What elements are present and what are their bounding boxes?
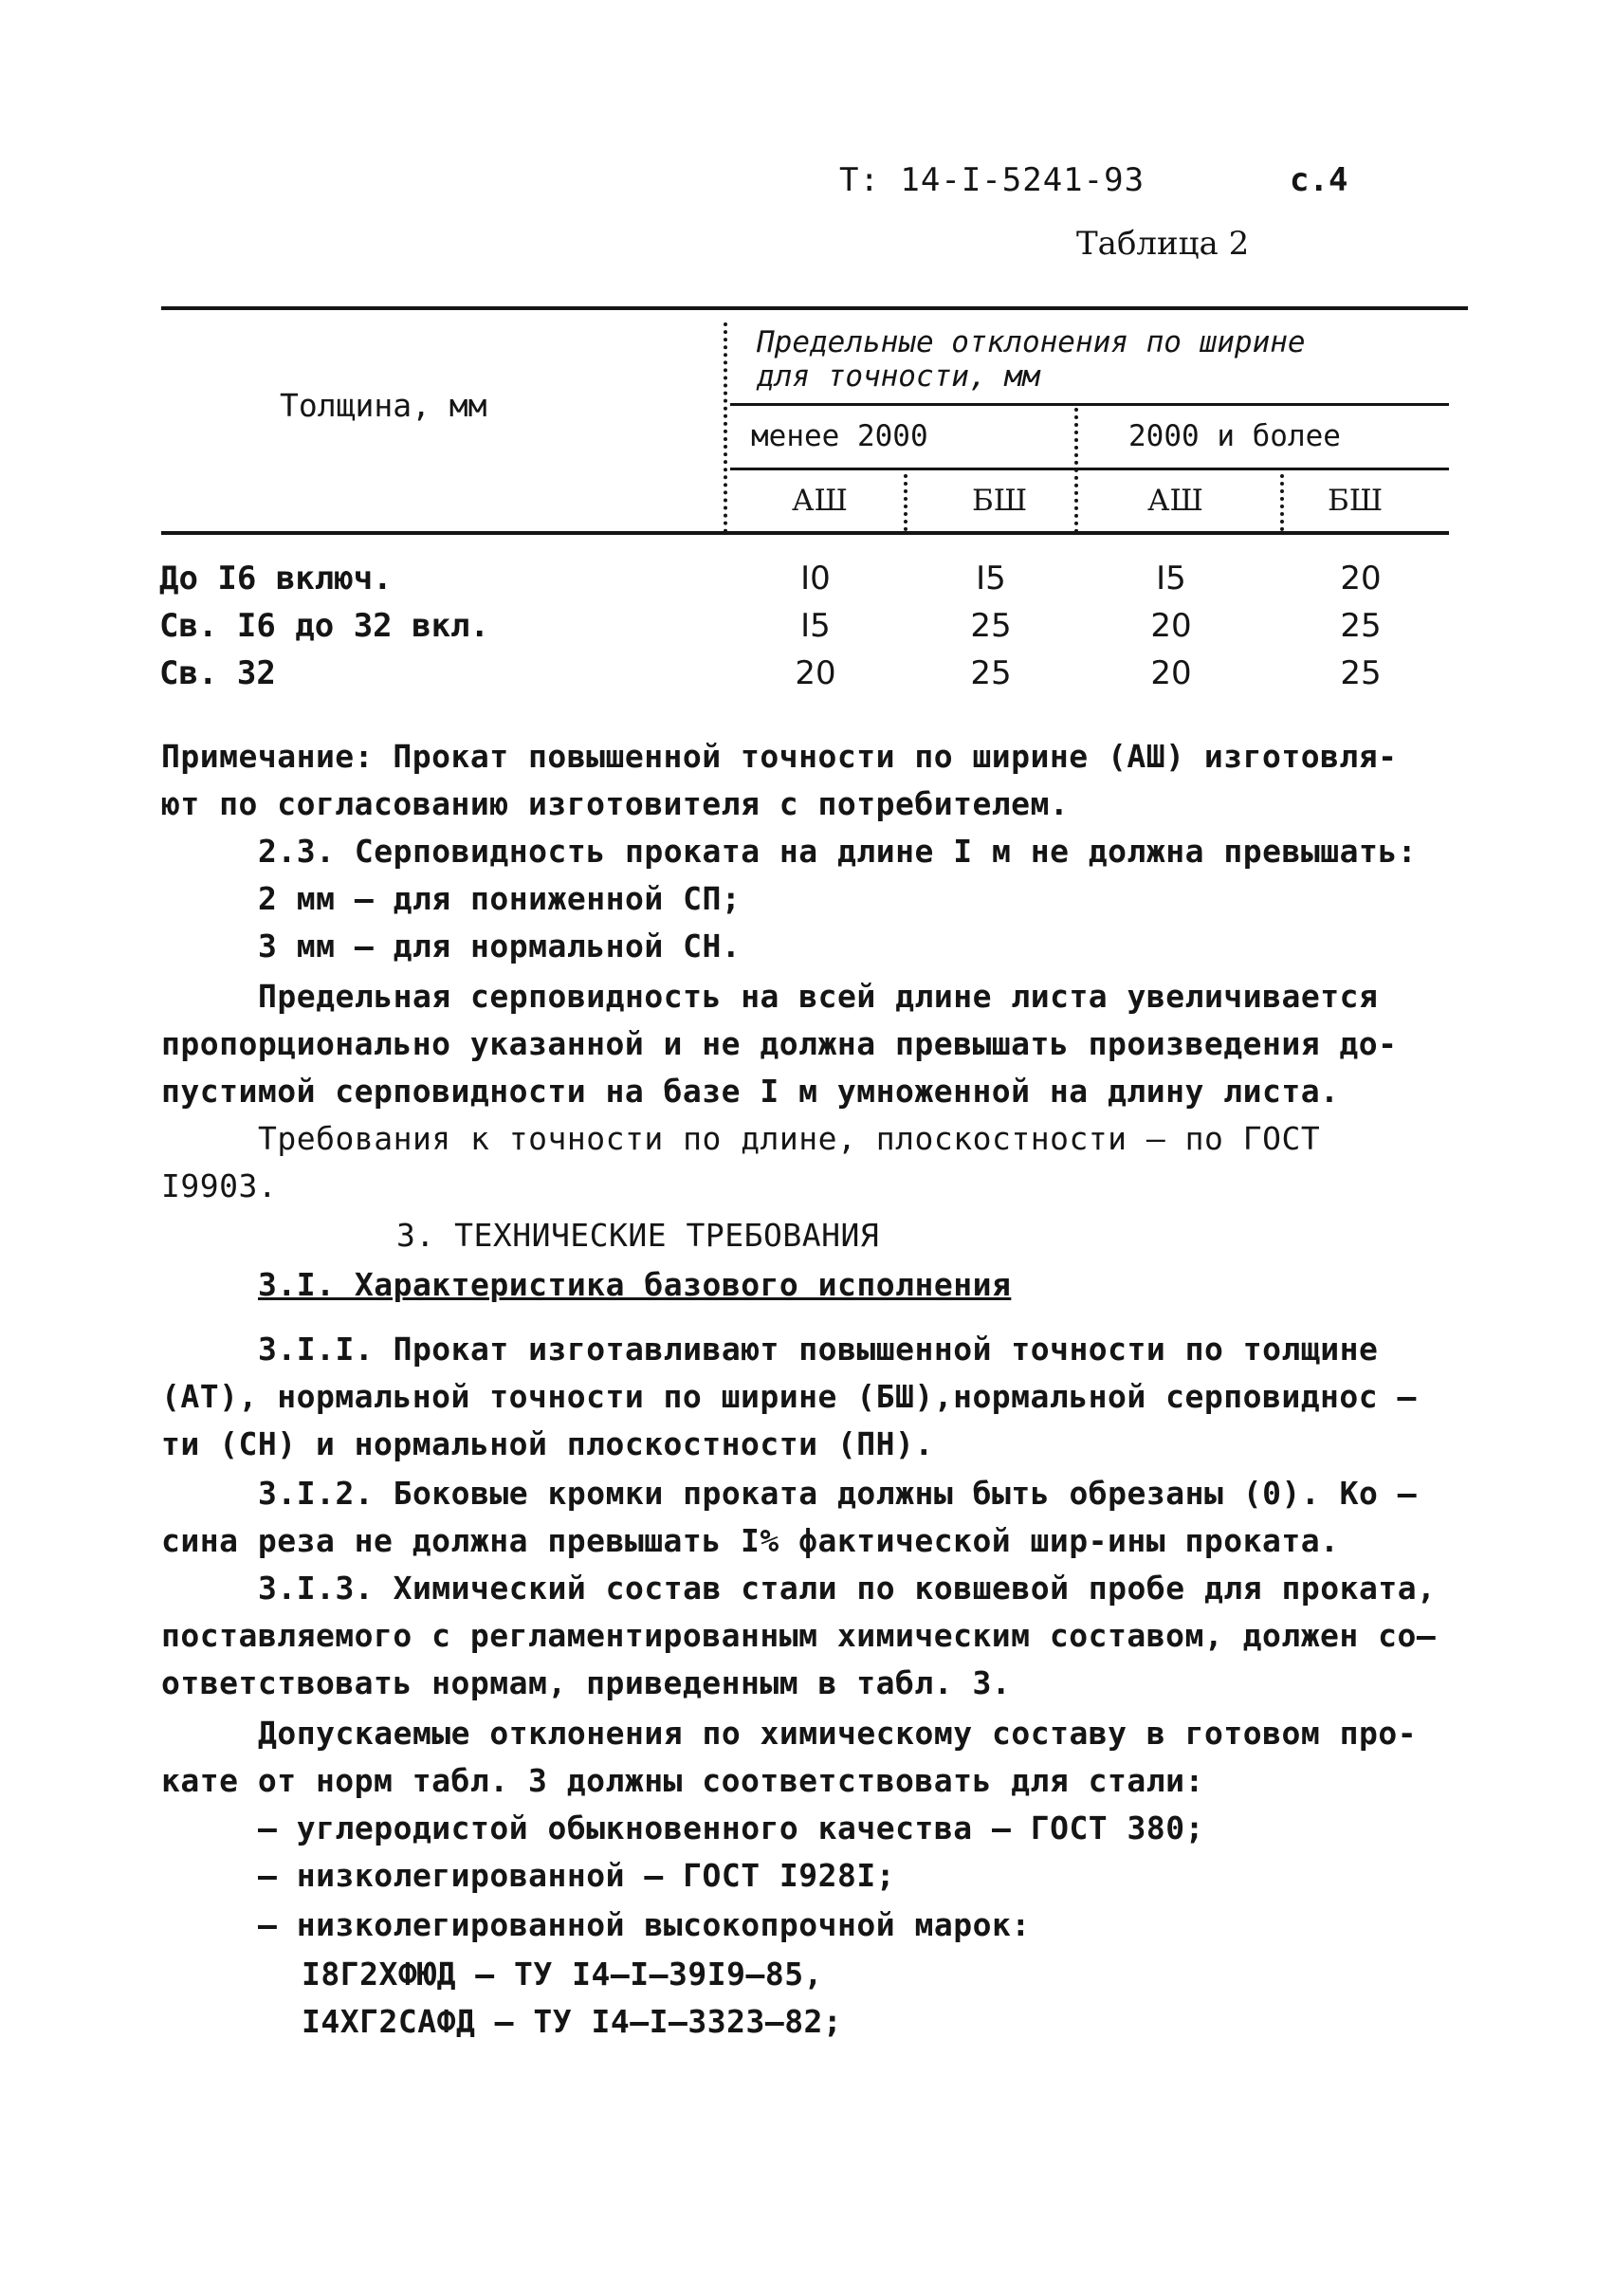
table-cell: I5 (800, 607, 831, 645)
paragraph-3-1-2-line-2: сина реза не должна превышать I% фактической шир-ины проката. (161, 1522, 1340, 1559)
note-line-2: ют по согласованию изготовителя с потребителем. (161, 785, 1070, 822)
paragraph-3-1-1-line-1: 3.I.I. Прокат изготавливают повышенной точности по толщине (258, 1331, 1379, 1368)
table-cell: 25 (970, 607, 1012, 645)
section-3-heading: 3. ТЕХНИЧЕСКИЕ ТРЕБОВАНИЯ (396, 1217, 880, 1254)
table-vertical-divider (724, 322, 727, 533)
table-cell: I5 (976, 560, 1006, 597)
header-rule-2 (730, 468, 1449, 470)
table-cell: 20 (1340, 560, 1382, 597)
paragraph-3-1-2-line-1: 3.I.2. Боковые кромки проката должны быть обрезаны (0). Ко – (258, 1475, 1418, 1512)
header-rule-1 (730, 403, 1449, 406)
paragraph-requirements-line-1: Требования к точности по длине, плоскостности – по ГОСТ (258, 1120, 1321, 1157)
table-cell: 25 (1340, 654, 1382, 692)
table-row-label: До I6 включ. (159, 560, 393, 597)
list-item: – низколегированной – ГОСТ I928I; (258, 1857, 896, 1894)
paragraph-max-line-2: пропорционально указанной и не должна превышать произведения до- (161, 1025, 1398, 1062)
grade-bsh-1: БШ (972, 484, 1028, 518)
col-header-thickness: Толщина, мм (280, 387, 487, 424)
paragraph-3-1-3-line-3: ответствовать нормам, приведенным в табл. 3. (161, 1664, 1012, 1701)
table-title: Таблица 2 (1076, 225, 1250, 263)
subsection-3-1-heading (258, 1266, 1011, 1304)
grade-divider-2 (1280, 474, 1284, 531)
paragraph-2-3-line-1: 2.3. Серповидность проката на длине I м не должна превышать: (258, 833, 1418, 870)
paragraph-deviation-line-1: Допускаемые отклонения по химическому составу в готовом про- (258, 1715, 1418, 1752)
list-item: I8Г2ХФЮД – ТУ I4–I–39I9–85, (302, 1956, 823, 1993)
table-cell: I0 (800, 560, 831, 597)
paragraph-3-1-1-line-3: ти (СН) и нормальной плоскостности (ПН). (161, 1425, 934, 1462)
subsection-3-1-text: 3.I. Характеристика базового исполнения (258, 1266, 1012, 1303)
table-row-label: Св. 32 (159, 654, 276, 692)
paragraph-max-line-3: пустимой серповидности на базе I м умноженной на длину листа. (161, 1073, 1340, 1110)
document-code: Т: 14-I-5241-93 (839, 161, 1146, 199)
col-header-deviation: Предельные отклонения по ширине для точности, мм (757, 325, 1306, 394)
grade-divider-1 (904, 474, 907, 531)
paragraph-3-1-3-line-2: поставляемого с регламентированным химическим составом, должен со– (161, 1617, 1437, 1654)
grade-bsh-2: БШ (1328, 484, 1384, 518)
table-cell: 25 (970, 654, 1012, 692)
list-item: – низколегированной высокопрочной марок: (258, 1906, 1031, 1943)
subheader-2000-more: 2000 и более (1128, 419, 1341, 453)
table-row-label: Св. I6 до 32 вкл. (159, 607, 489, 645)
paragraph-3-1-1-line-2: (АТ), нормальной точности по ширине (БШ),нормальной серповиднос – (161, 1378, 1417, 1415)
paragraph-2-3-line-3: 3 мм – для нормальной СН. (258, 928, 742, 964)
paragraph-2-3-line-2: 2 мм – для пониженной СП; (258, 880, 742, 917)
note-line-1: Примечание: Прокат повышенной точности по ширине (АШ) изготовля- (161, 738, 1398, 775)
table-cell: 25 (1340, 607, 1382, 645)
list-item: – углеродистой обыкновенного качества – ГОСТ 380; (258, 1809, 1205, 1846)
table-header-bottom-rule (161, 531, 1449, 535)
subheader-less-2000: менее 2000 (751, 419, 928, 453)
paragraph-deviation-line-2: кате от норм табл. 3 должны соответствовать для стали: (161, 1762, 1204, 1799)
paragraph-max-line-1: Предельная серповидность на всей длине листа увеличивается (258, 978, 1379, 1015)
subheader-divider (1074, 408, 1078, 533)
grade-ash-1: АШ (792, 484, 848, 518)
list-item: I4ХГ2САФД – ТУ I4–I–3323–82; (302, 2003, 843, 2040)
paragraph-3-1-3-line-1: 3.I.3. Химический состав стали по ковшевой пробе для проката, (258, 1570, 1437, 1607)
table-cell: 20 (1150, 654, 1192, 692)
table-cell: I5 (1156, 560, 1186, 597)
page-number: с.4 (1290, 161, 1348, 199)
table-top-rule (161, 306, 1468, 310)
grade-ash-2: АШ (1147, 484, 1203, 518)
table-cell: 20 (795, 654, 836, 692)
paragraph-requirements-line-2: I9903. (161, 1167, 278, 1204)
table-cell: 20 (1150, 607, 1192, 645)
